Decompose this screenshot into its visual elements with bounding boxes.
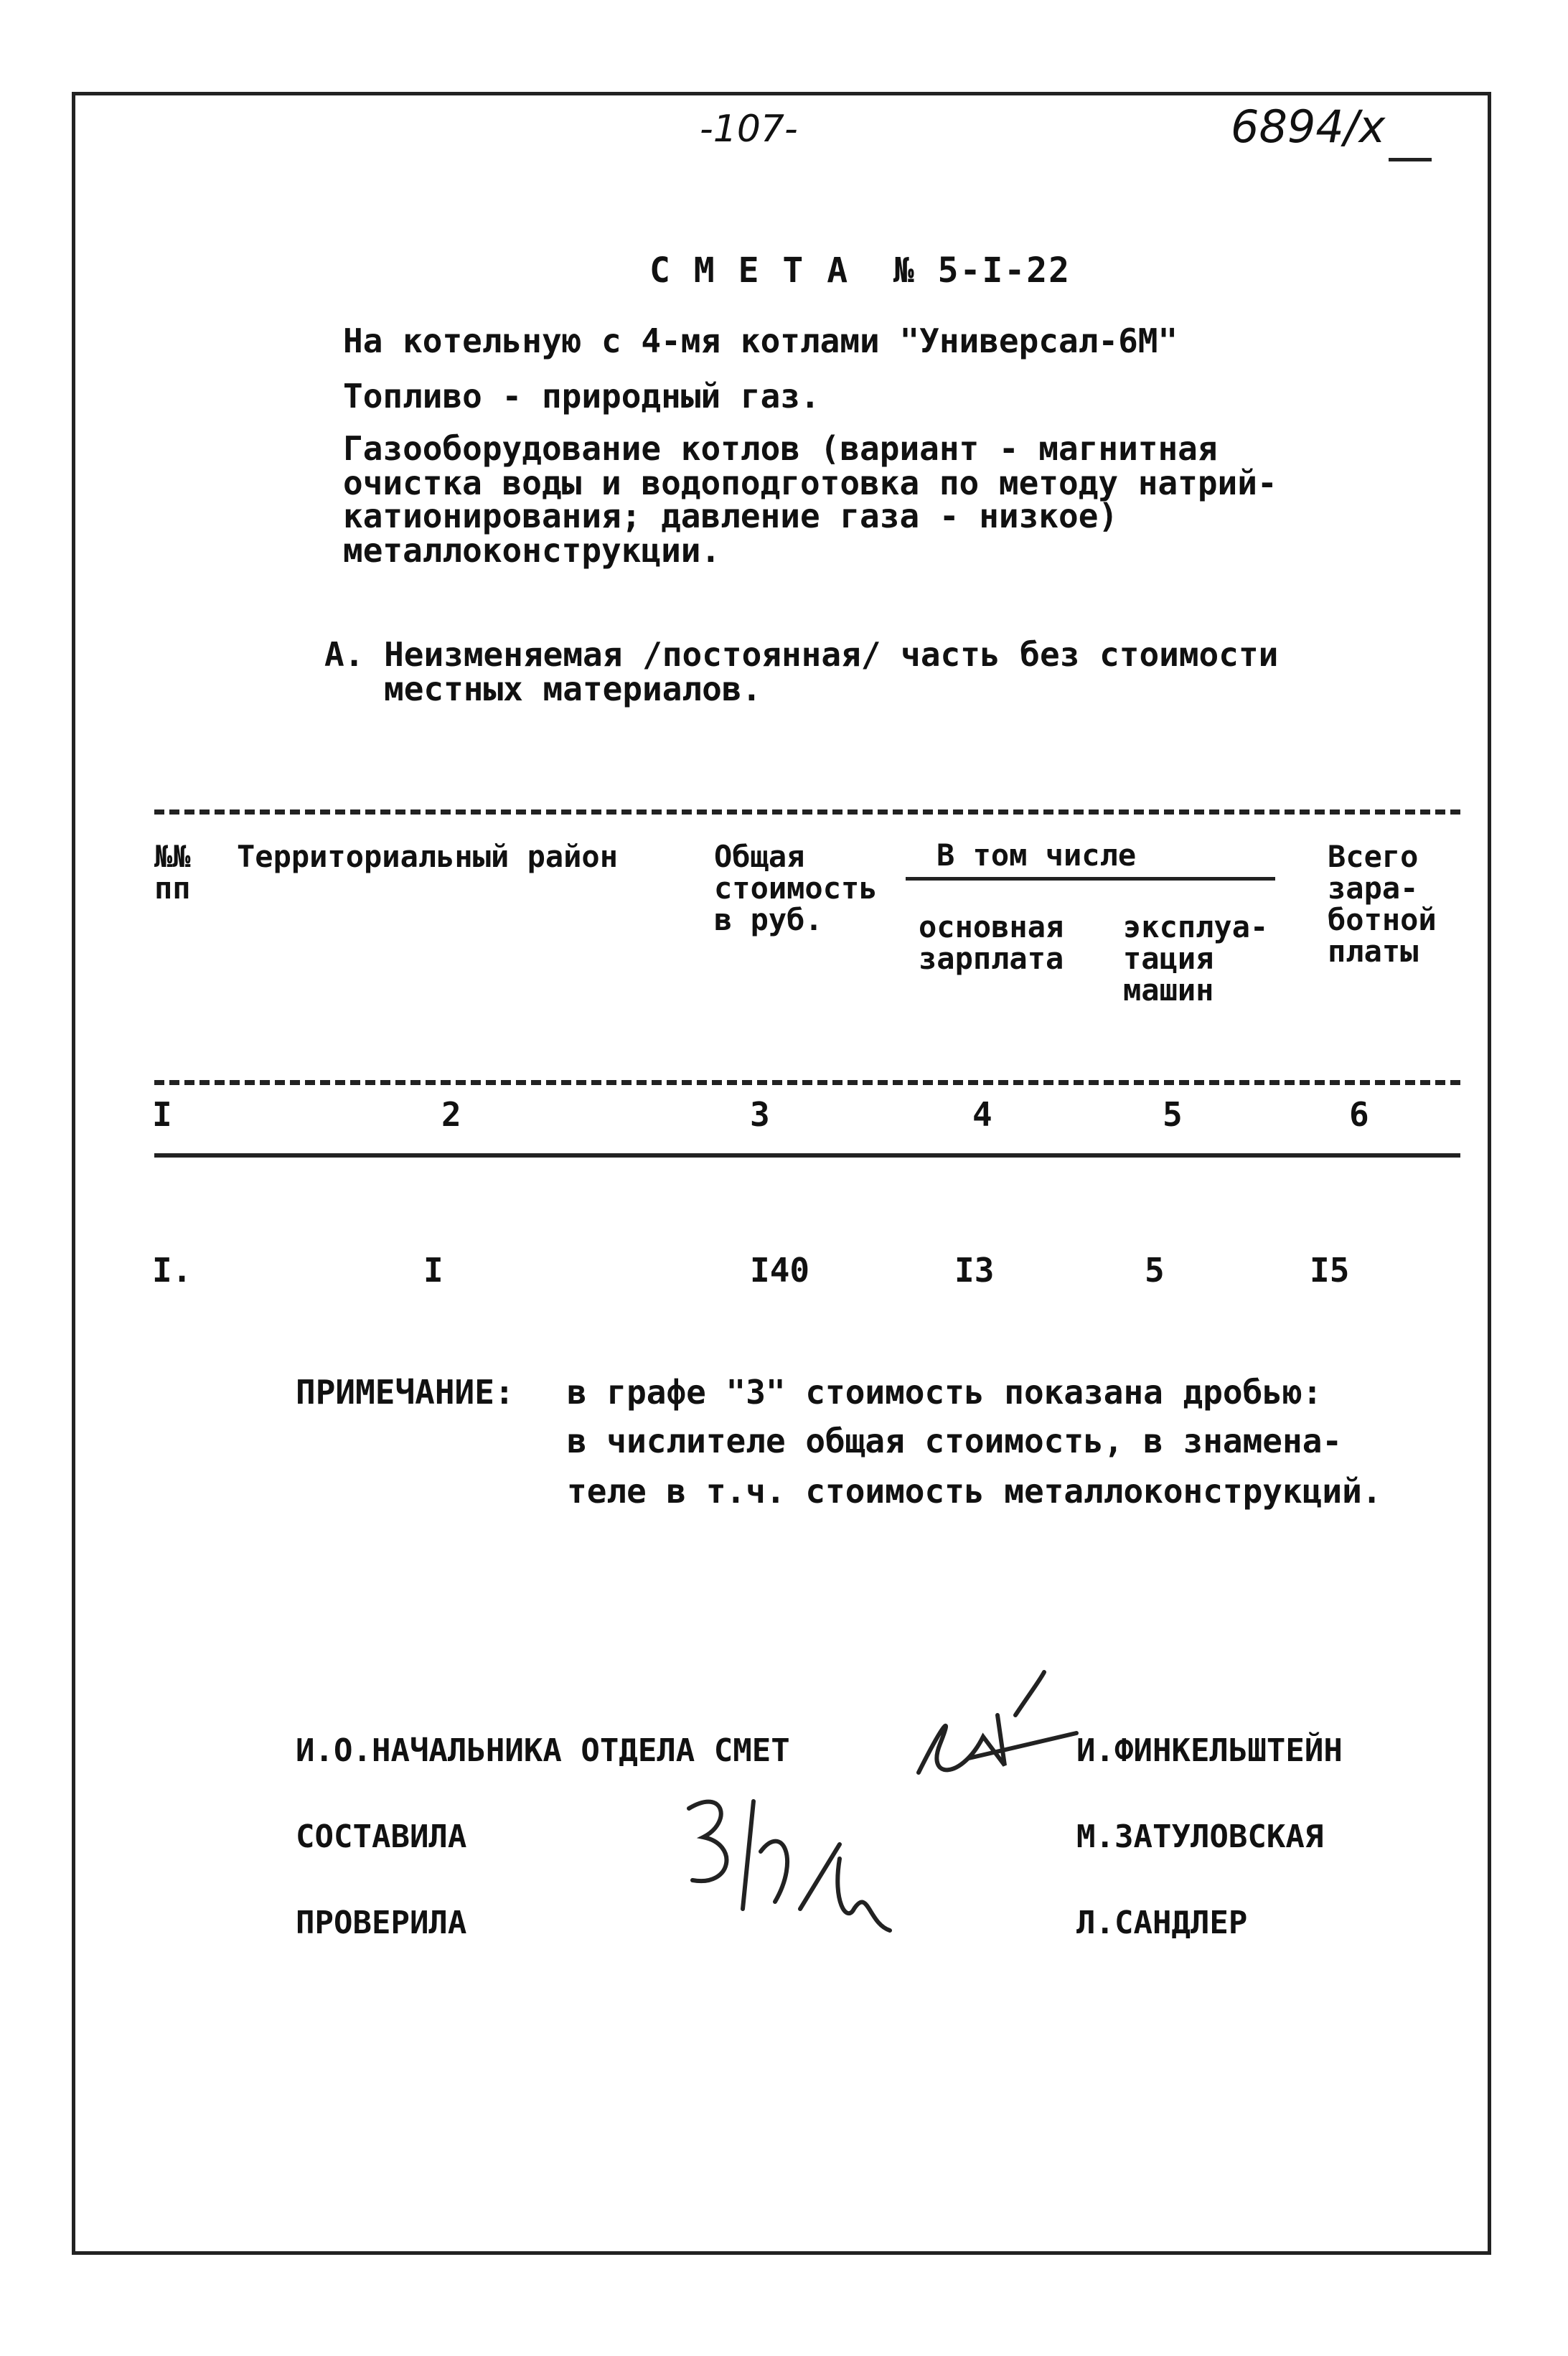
subtitle-line-5: катионирования; давление газа - низкое) [343,497,1119,535]
signature-role-2: СОСТАВИЛА [296,1818,467,1855]
colnum-bottom-rule [154,1153,1460,1158]
header-group-including: В том числе [936,837,1137,873]
document-title: С М Е Т А № 5-I-22 [649,250,1071,291]
note-line-1: в графе "3" стоимость показана дробью: [567,1373,1323,1412]
header-machine-operation: эксплуа- тация машин [1123,909,1269,1008]
row-machine-operation: 5 [1145,1251,1165,1290]
signature-handwriting-2 [675,1780,919,1966]
signature-role-1: И.О.НАЧАЛЬНИКА ОТДЕЛА СМЕТ [296,1732,790,1769]
note-line-2: в числителе общая стоимость, в знамена- [567,1422,1343,1460]
ref-code: 6894/x [1231,100,1386,153]
header-total-cost: Общая стоимость в руб. [714,839,878,937]
colnum-5: 5 [1163,1095,1183,1134]
header-bottom-rule [154,1080,1460,1085]
colnum-1: I [152,1095,172,1134]
header-base-salary: основная зарплата [919,909,1064,976]
ref-code-underline [1389,158,1432,161]
row-base-salary: I3 [954,1251,995,1290]
subtitle-line-2: Топливо - природный газ. [343,377,820,416]
page-number: -107- [700,108,798,151]
row-total-salary: I5 [1310,1251,1350,1290]
signature-handwriting-1 [897,1665,1084,1808]
row-region: I [423,1251,443,1290]
colnum-2: 2 [441,1095,461,1134]
subtitle-line-4: очистка воды и водоподготовка по методу натрий- [343,464,1277,502]
signature-name-1: И.ФИНКЕЛЬШТЕЙН [1076,1732,1343,1769]
note-label: ПРИМЕЧАНИЕ: [296,1373,515,1412]
signature-name-3: Л.САНДЛЕР [1076,1905,1248,1941]
subtitle-line-6: металлоконструкции. [343,531,721,570]
subtitle-line-3: Газооборудование котлов (вариант - магнитная [343,429,1218,468]
colnum-3: 3 [750,1095,770,1134]
header-region: Территориальный район [237,839,619,874]
subtitle-line-1: На котельную с 4-мя котлами "Универсал-6М" [343,322,1178,360]
row-total-cost: I40 [750,1251,810,1290]
signature-role-3: ПРОВЕРИЛА [296,1905,467,1941]
header-group-underline [906,877,1275,881]
header-total-salary: Всего зара- ботной платы [1328,839,1437,969]
colnum-6: 6 [1349,1095,1369,1134]
section-line-2: местных материалов. [384,670,762,708]
table-top-rule [154,809,1460,815]
section-line-1: А. Неизменяемая /постоянная/ часть без стоимости [324,635,1279,674]
signature-name-2: М.ЗАТУЛОВСКАЯ [1076,1818,1324,1855]
note-line-3: теле в т.ч. стоимость металлоконструкций. [567,1472,1382,1511]
row-number: I. [152,1251,192,1290]
header-number: №№ пп [154,839,191,906]
colnum-4: 4 [972,1095,992,1134]
